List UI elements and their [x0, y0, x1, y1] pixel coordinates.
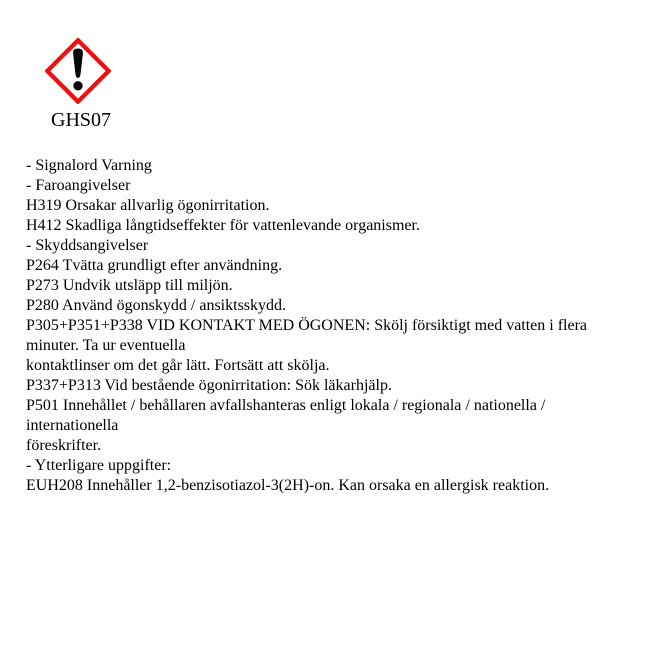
p264-line: P264 Tvätta grundligt efter användning. — [26, 257, 283, 274]
p305-line-1: P305+P351+P338 VID KONTAKT MED ÖGONEN: Skölj försiktigt med vatten i flera — [26, 317, 588, 334]
p501-line-1: P501 Innehållet / behållaren avfallshanteras enligt lokala / regionala / nationella / — [26, 397, 546, 414]
p337-line: P337+P313 Vid bestående ögonirritation: Sök läkarhjälp. — [26, 377, 392, 394]
h412-line: H412 Skadliga långtidseffekter för vattenlevande organismer. — [26, 217, 420, 234]
p305-line-3: kontaktlinser om det går lätt. Fortsätt att skölja. — [26, 357, 330, 374]
p273-line: P273 Undvik utsläpp till miljön. — [26, 277, 233, 294]
hazard-statements-block — [26, 156, 636, 496]
signal-word-line: - Signalord Varning — [26, 157, 152, 174]
exclamation-mark-icon — [45, 38, 111, 104]
p305-line-2: minuter. Ta ur eventuella — [26, 337, 186, 354]
additional-info-heading: - Ytterligare uppgifter: — [26, 457, 172, 474]
h319-line: H319 Orsakar allvarlig ögonirritation. — [26, 197, 270, 214]
exclamation-dot — [73, 81, 82, 90]
p280-line: P280 Använd ögonskydd / ansiktsskydd. — [26, 297, 287, 314]
p501-line-3: föreskrifter. — [26, 437, 102, 454]
p501-line-2: internationella — [26, 417, 119, 434]
pictogram-code-label: GHS07 — [51, 109, 112, 131]
hazard-statements-heading: - Faroangivelser — [26, 177, 131, 194]
euh208-line: EUH208 Innehåller 1,2-benzisotiazol-3(2H)-on. Kan orsaka en allergisk reaktion. — [26, 477, 550, 494]
precautionary-heading: - Skyddsangivelser — [26, 237, 149, 254]
